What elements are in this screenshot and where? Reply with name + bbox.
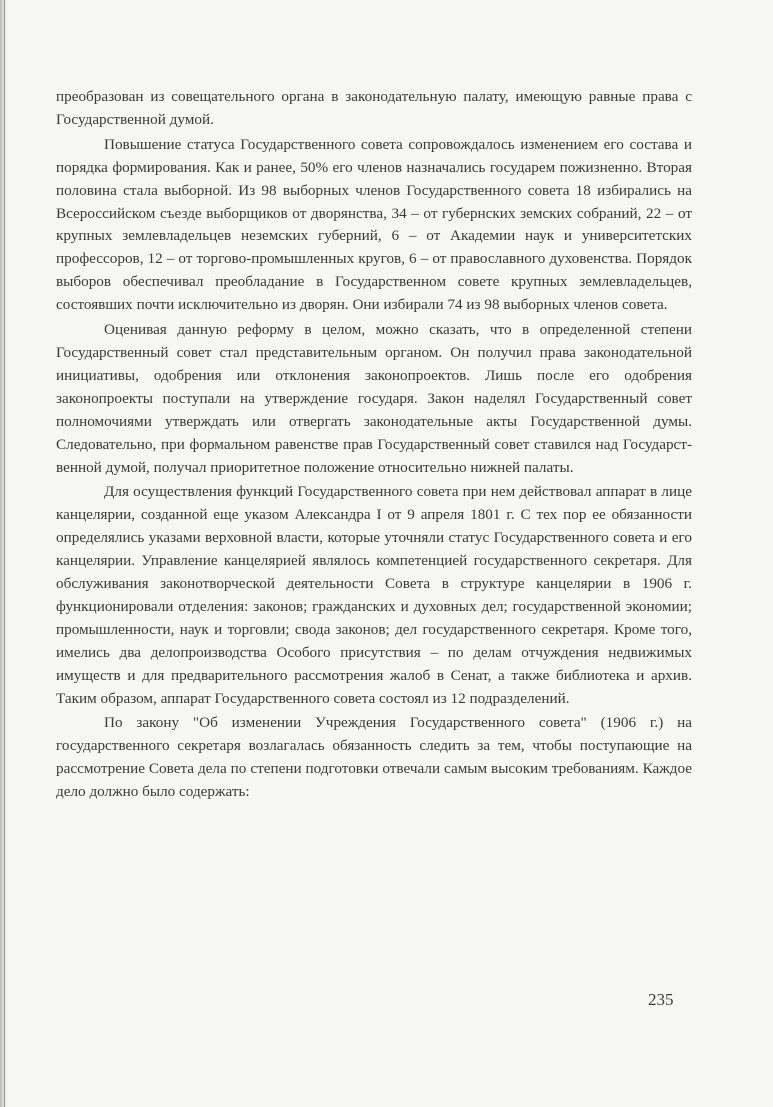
paragraph-law-1906: По закону "Об изменении Учреждения Государственного совета" (1906 г.) на государственного секретаря возлагалась обязанность следить за тем, чтобы поступающие на рассмотрение Совета дела по степени подготовки отвечали самым высоким требованиям. Каждое дело должно было содержать: [56,714,692,801]
page-number: 235 [648,990,674,1009]
body-text [56,86,692,804]
paragraph-chancellery: Для осуществления функций Государственного совета при нем действовал аппарат в лице канцелярии, созданной еще указом Александра I от 9 апреля 1801 г. С тех пор ее обязанности определялись указами верховной власти, которые уточняли статус Государственного совета и его канцелярии. Управление канцелярией являлось компетенцией государственного секретаря. Для обслуживания законотворческой деятельности Совета в структуре канцелярии в 1906 г. функционировали отделения: законов; гражданских и духовных дел; государственной экономии; промышленности, наук и торговли; свода законов; дел государственного секретаря. Кроме того, имелись два делопроизводства Особого присутствия – по делам отчуждения недвижимых имуществ и для предварительного рассмотрения жалоб в Сенат, а также библиотека и архив. Таким образом, аппарат Государственного совета состоял из 12 подразделений. [56,483,692,707]
paragraph-reform-assessment: Оценивая данную реформу в целом, можно сказать, что в определенной степени Государственный совет стал представительным органом. Он получил права законодательной инициативы, одобрения или отклонения законопроектов. Лишь после его одобрения законопроекты поступали на утверждение государя. Закон наделял Государственный совет полномочиями утверждать или отвергать законодательные акты Государственной думы. Следовательно, при формальном равенстве прав Государственный совет ставился над Государственной думой, получал приоритетное положение относительно нижней палаты. [56,321,692,476]
page-edge-line [4,0,5,1107]
paragraph-council-composition: Повышение статуса Государственного совета сопровождалось изменением его состава и порядка формирования. Как и ранее, 50% его членов назначались государем пожизненно. Вторая половина стала выборной. Из 98 выборных членов Государственного совета 18 избирались на Всероссийском съезде выборщиков от дворянства, 34 – от губернских земских собраний, 22 – от крупных землевладельцев неземских губерний, 6 – от Академии наук и университетских профессоров, 12 – от торгово-промышленных кругов, 6 – от православного духовенства. Порядок выборов обеспечивал преобладание в Государственном совете крупных землевладельцев, состоявших почти исключительно из дворян. Они избирали 74 из 98 выборных членов совета. [56,135,692,314]
paragraph-continuation: преобразован из совещательного органа в законодательную палату, имеющую равные права с Государственной думой. [56,88,692,128]
